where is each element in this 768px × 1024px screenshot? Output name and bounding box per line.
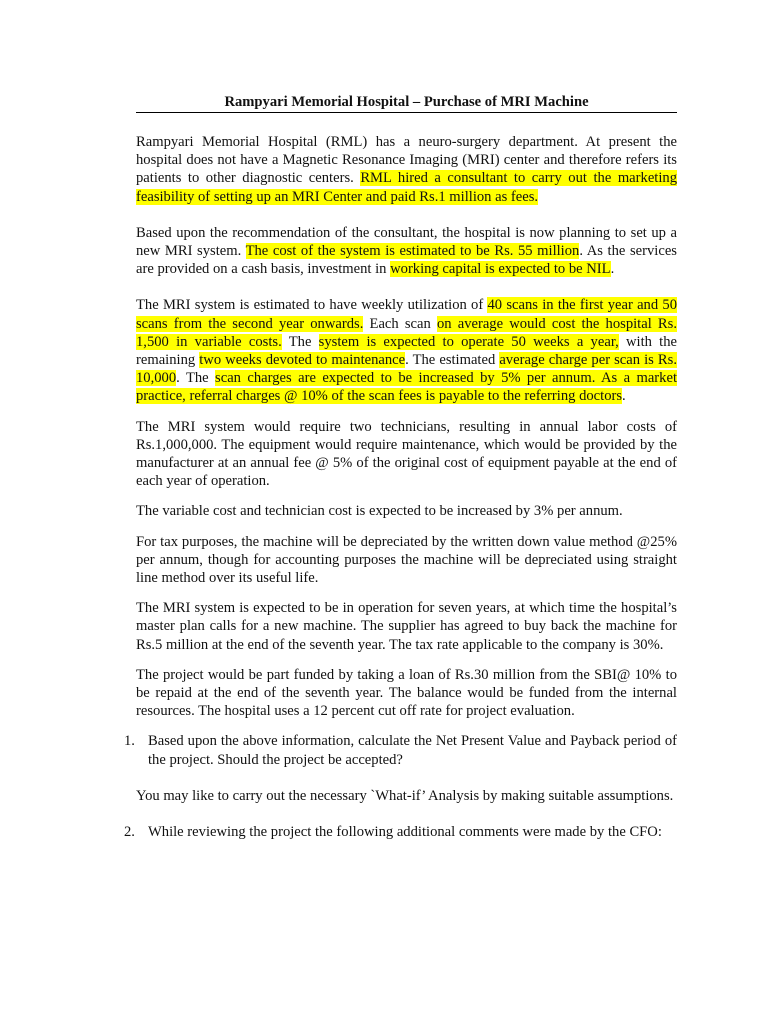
body-text: The MRI system would require two technicians, resulting in annual labor costs of Rs.1,000,000. The equipment would require maintenance, which would be provided by the manufacturer at an annual fee @ 5% of the original cost of equipment payable at the end of each year of operation.: [136, 418, 677, 490]
highlighted-text: working capital is expected to be NIL: [390, 261, 611, 278]
body-text: . As the services are provided on a cash basis, investment in: [136, 243, 677, 278]
body-text: Rampyari Memorial Hospital (RML) has a neuro-surgery department. At present the hospital does not have a Magnetic Resonance Imaging (MRI) center and therefore refers its patients to other diagnostic centers.: [136, 134, 677, 187]
highlighted-text: scan charges are expected to be increased by 5% per annum. As a market practice, referral charges @ 10% of the scan fees is payable to the referring doctors: [136, 370, 677, 405]
document-page: [124, 93, 678, 841]
body-text: The: [281, 333, 319, 350]
paragraph-utilization: [136, 296, 677, 405]
paragraph-technicians: [136, 418, 677, 491]
paragraph-intro: [136, 133, 677, 206]
question-2: [124, 823, 677, 841]
document-title: Rampyari Memorial Hospital – Purchase of MRI Machine: [136, 93, 677, 113]
body-text: The MRI system is estimated to have weekly utilization of: [136, 297, 488, 314]
body-text: .: [622, 388, 626, 405]
highlighted-text: two weeks devoted to maintenance: [199, 352, 406, 369]
body-text: with the remaining: [136, 333, 678, 369]
question-1: [124, 732, 677, 768]
question-1-text: Based upon the above information, calculate the Net Present Value and Payback period of the project. Should the project be accepted?: [148, 733, 677, 768]
paragraph-cost-increase: [136, 502, 677, 520]
paragraph-consultant-recommendation: [136, 224, 677, 279]
body-text: . The estimated: [405, 352, 500, 369]
body-text: Based upon the recommendation of the consultant, the hospital is now planning to set up a new MRI system.: [136, 224, 677, 260]
body-text: The project would be part funded by taking a loan of Rs.30 million from the SBI@ 10% to be repaid at the end of the seventh year. The balance would be funded from the internal resources. The hospital uses a 12 percent cut off rate for project evaluation.: [136, 666, 677, 720]
body-text: . The: [176, 370, 216, 387]
highlighted-text: average charge per scan is Rs. 10,000: [136, 352, 677, 387]
highlighted-text: The cost of the system is estimated to be Rs. 55 million: [245, 243, 580, 260]
body-text: The variable cost and technician cost is expected to be increased by 3% per annum.: [136, 503, 623, 520]
question-2-text: While reviewing the project the following additional comments were made by the CFO:: [148, 824, 662, 841]
question-1-note: You may like to carry out the necessary `What-if’ Analysis by making suitable assumptions.: [136, 787, 674, 804]
body-text: .: [610, 261, 615, 278]
body-text: Each scan: [363, 315, 437, 332]
body-text: The MRI system is expected to be in operation for seven years, at which time the hospital’s master plan calls for a new machine. The supplier has agreed to buy back the machine for Rs.5 million at the end of the seventh year. The tax rate applicable to the company is 30%.: [136, 600, 677, 653]
paragraph-depreciation: [136, 533, 677, 588]
highlighted-text: 40 scans in the first year and 50 scans from the second year onwards.: [136, 297, 678, 332]
question-2-number: 2.: [124, 824, 135, 841]
question-1-number: 1.: [124, 733, 135, 750]
paragraph-funding: [136, 666, 677, 721]
highlighted-text: on average would cost the hospital Rs. 1,500 in variable costs.: [136, 315, 677, 350]
highlighted-text: RML hired a consultant to carry out the marketing feasibility of setting up an MRI Center and paid Rs.1 million as fees.: [136, 170, 677, 205]
body-text: For tax purposes, the machine will be depreciated by the written down value method @25% per annum, though for accounting purposes the machine will be depreciated using straight line method over its useful life.: [136, 533, 677, 587]
highlighted-text: system is expected to operate 50 weeks a year,: [318, 333, 619, 350]
paragraph-operation-period: [136, 599, 677, 654]
